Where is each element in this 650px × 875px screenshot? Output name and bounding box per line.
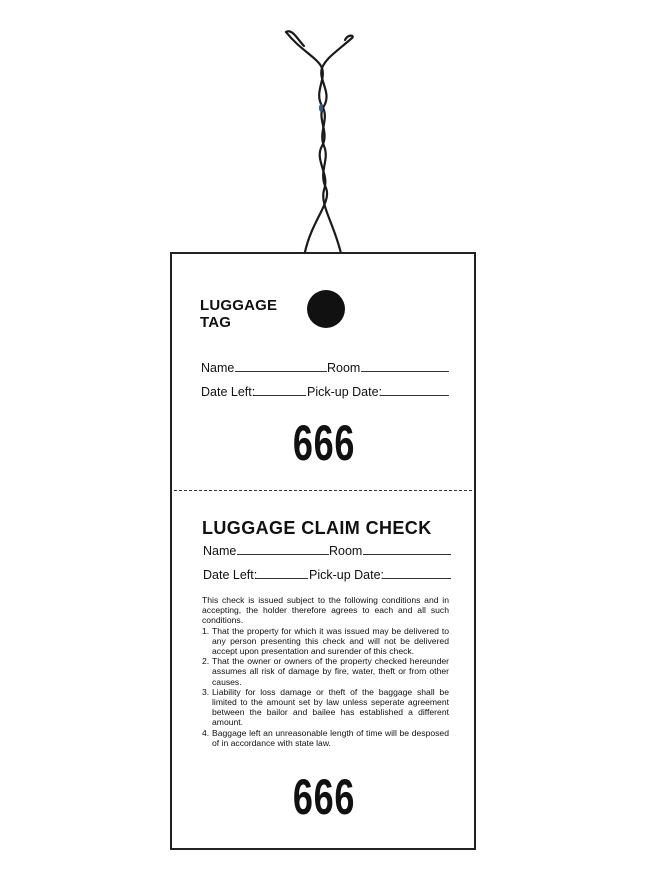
- tag-title-line2: TAG: [200, 314, 232, 331]
- condition-number: 2.: [202, 656, 210, 667]
- perforation-line: [174, 490, 472, 491]
- claim-name-field[interactable]: [237, 554, 329, 555]
- claim-date-left-label: Date Left:: [203, 568, 258, 582]
- condition-text: That the property for which it was issued may be delivered to any person presenting this check and will not be delivered accept upon presentation and surender of this check.: [212, 625, 449, 657]
- tag-room-field[interactable]: [361, 371, 449, 372]
- tag-pickup-field[interactable]: [381, 395, 449, 396]
- tag-title-line1: LUGGAGE: [200, 297, 278, 314]
- conditions-list: [202, 626, 449, 748]
- claim-number: 666: [292, 769, 356, 825]
- string-hole: [307, 290, 345, 328]
- condition-text: That the owner or owners of the property checked hereunder assumes all risk of damage by fire, water, theft or from other causes.: [212, 656, 449, 687]
- tag-date-left-field[interactable]: [254, 395, 306, 396]
- claim-pickup-label: Pick-up Date:: [309, 568, 385, 582]
- tag-pickup-label: Pick-up Date:: [307, 385, 383, 399]
- tag-room-label: Room: [327, 361, 361, 375]
- claim-room-field[interactable]: [363, 554, 451, 555]
- claim-pickup-field[interactable]: [383, 578, 451, 579]
- claim-title: LUGGAGE CLAIM CHECK: [202, 518, 432, 538]
- condition-text: Baggage left an unreasonable length of time will be desposed of in accordance with state law.: [212, 727, 449, 748]
- condition-item: [202, 626, 449, 657]
- condition-item: [202, 656, 449, 687]
- claim-date-left-field[interactable]: [256, 578, 308, 579]
- condition-text: Liability for loss damage or theft of the baggage shall be limited to the amount set by law unless seperate agreement between the bailor and bailee has established a different amount.: [212, 686, 449, 728]
- tag-name-field[interactable]: [235, 371, 327, 372]
- claim-name-label: Name: [203, 544, 237, 558]
- condition-item: [202, 687, 449, 728]
- conditions-intro: This check is issued subject to the following conditions and in accepting, the holder therefore agrees to each and all such conditions.: [202, 595, 449, 626]
- tag-name-label: Name: [201, 361, 235, 375]
- tag-number: 666: [292, 415, 356, 471]
- condition-item: [202, 728, 449, 748]
- tag-title: [200, 297, 277, 331]
- condition-number: 4.: [202, 727, 210, 738]
- claim-conditions: [202, 595, 449, 748]
- condition-number: 1.: [202, 625, 210, 636]
- condition-number: 3.: [202, 686, 210, 697]
- tag-date-left-label: Date Left:: [201, 385, 256, 399]
- claim-room-label: Room: [329, 544, 363, 558]
